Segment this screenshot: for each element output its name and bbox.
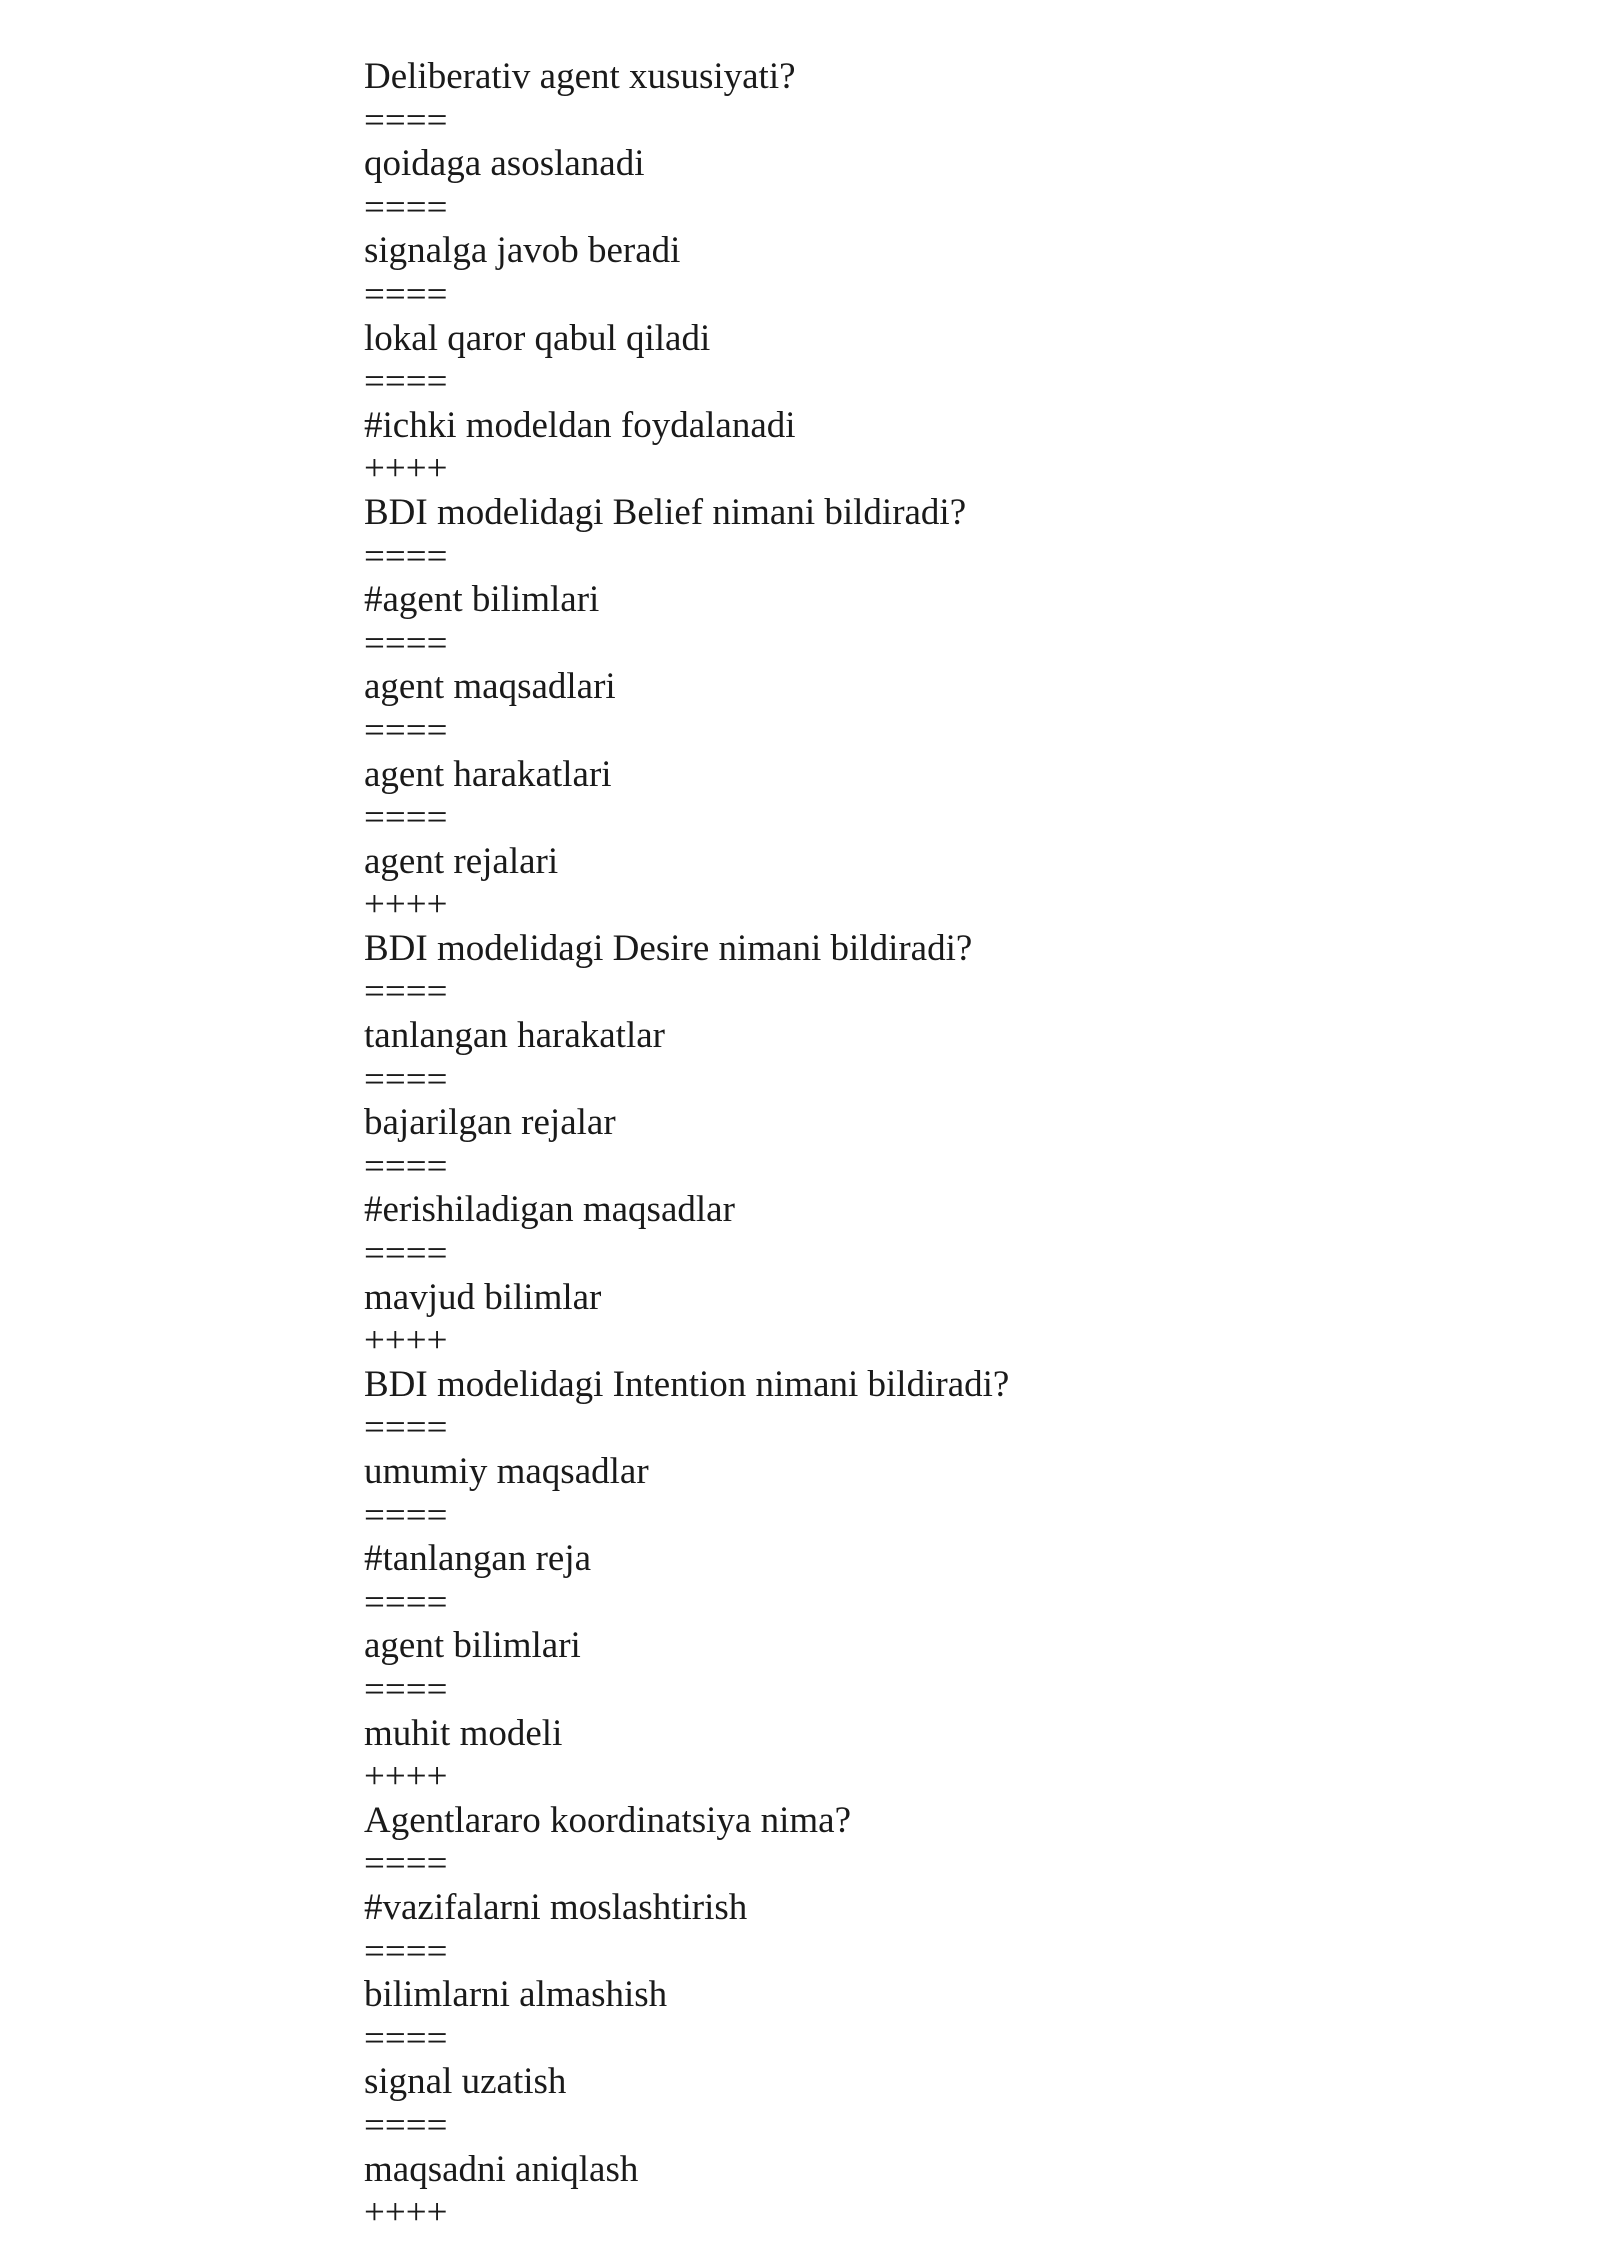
question-text: BDI modelidagi Belief nimani bildiradi? <box>364 491 967 533</box>
answer-option: tanlangan harakatlar <box>364 1015 665 1057</box>
answer-option: muhit modeli <box>364 1712 563 1754</box>
answer-option: agent harakatlari <box>364 753 612 795</box>
option-separator: ==== <box>364 709 448 751</box>
option-separator: ==== <box>364 1581 448 1623</box>
correct-answer-option: #ichki modeldan foydalanadi <box>364 404 796 446</box>
correct-answer-option: #erishiladigan maqsadlar <box>364 1189 735 1231</box>
correct-answer-option: #tanlangan reja <box>364 1538 592 1580</box>
question-text: BDI modelidagi Desire nimani bildiradi? <box>364 927 973 969</box>
option-separator: ==== <box>364 99 448 141</box>
option-separator: ==== <box>364 1930 448 1972</box>
option-separator: ==== <box>364 797 448 839</box>
answer-option: qoidaga asoslanadi <box>364 143 645 185</box>
answer-option: agent maqsadlari <box>364 666 616 708</box>
option-separator: ==== <box>364 1843 448 1885</box>
question-text: BDI modelidagi Intention nimani bildiradi? <box>364 1363 1010 1405</box>
answer-option: mavjud bilimlar <box>364 1276 602 1318</box>
option-separator: ==== <box>364 273 448 315</box>
option-separator: ==== <box>364 186 448 228</box>
document-body <box>364 55 1514 2235</box>
answer-option: umumiy maqsadlar <box>364 1451 649 1492</box>
option-separator: ==== <box>364 1668 448 1710</box>
option-separator: ==== <box>364 2017 448 2059</box>
answer-option: signal uzatish <box>364 2061 567 2103</box>
answer-option: bajarilgan rejalar <box>364 1102 616 1144</box>
question-separator: ++++ <box>364 1756 448 1798</box>
correct-answer-option: #vazifalarni moslashtirish <box>364 1886 748 1928</box>
option-separator: ==== <box>364 2104 448 2146</box>
option-separator: ==== <box>364 622 448 664</box>
answer-option: signalga javob beradi <box>364 230 681 272</box>
option-separator: ==== <box>364 1058 448 1100</box>
option-separator: ==== <box>364 1407 448 1449</box>
option-separator: ==== <box>364 1494 448 1536</box>
option-separator: ==== <box>364 971 448 1013</box>
correct-answer-option: #agent bilimlari <box>364 579 600 621</box>
answer-option: maqsadni aniqlash <box>364 2148 639 2190</box>
question-separator: ++++ <box>364 448 448 490</box>
question-text: Deliberativ agent xususiyati? <box>364 56 796 97</box>
answer-option: agent rejalari <box>364 840 559 882</box>
answer-option: lokal qaror qabul qiladi <box>364 317 711 359</box>
question-separator: ++++ <box>364 1320 448 1362</box>
option-separator: ==== <box>364 1233 448 1275</box>
answer-option: bilimlarni almashish <box>364 1974 668 2016</box>
answer-option: agent bilimlari <box>364 1625 581 1667</box>
question-separator: ++++ <box>364 884 448 926</box>
option-separator: ==== <box>364 535 448 577</box>
option-separator: ==== <box>364 1145 448 1187</box>
question-text: Agentlararo koordinatsiya nima? <box>364 1799 851 1841</box>
option-separator: ==== <box>364 361 448 403</box>
question-separator: ++++ <box>364 2192 448 2234</box>
